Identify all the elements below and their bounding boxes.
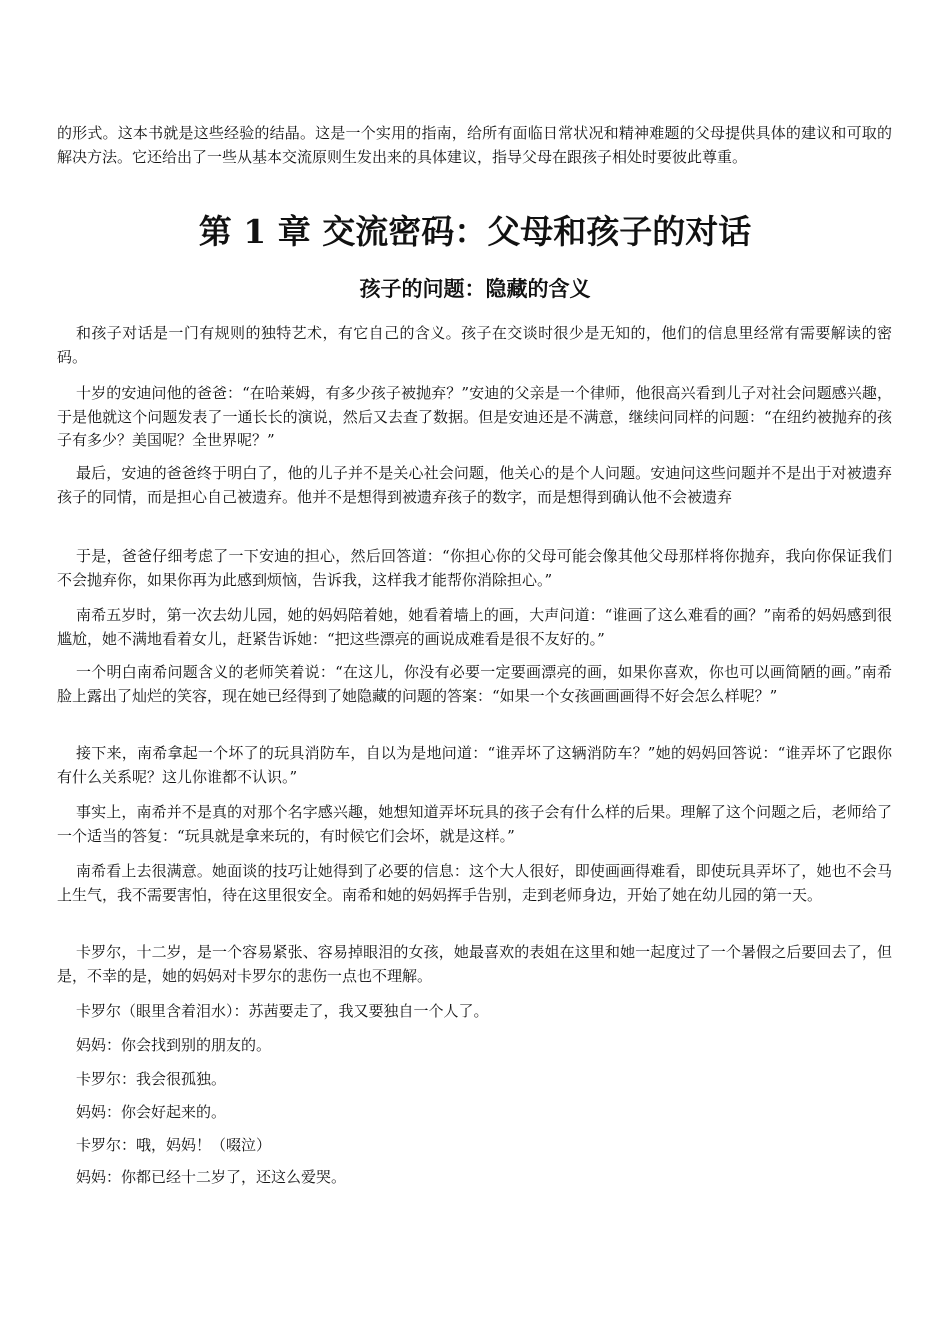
dialogue-line: 卡罗尔：我会很孤独。 [76, 1070, 227, 1088]
paragraph: 接下来，南希拿起一个坏了的玩具消防车，自以为是地问道：“谁弄坏了这辆消防车？”她的妈妈回答说：“谁弄坏了它跟你有什么关系呢？这儿你谁都不认识。” [57, 744, 892, 786]
paragraph: 和孩子对话是一门有规则的独特艺术，有它自己的含义。孩子在交谈时很少是无知的，他们的信息里经常有需要解读的密码。 [57, 324, 892, 366]
paragraph: 南希看上去很满意。她面谈的技巧让她得到了必要的信息：这个大人很好，即使画画得难看，即使玩具弄坏了，她也不会马上生气，我不需要害怕，待在这里很安全。南希和她的妈妈挥手告别，走到老师身边，开始了她在幼儿园的第一天。 [57, 862, 892, 904]
section-title: 孩子的问题：隐藏的含义 [359, 277, 591, 301]
paragraph: 最后，安迪的爸爸终于明白了，他的儿子并不是关心社会问题，他关心的是个人问题。安迪问这些问题并不是出于对被遗弃孩子的同情，而是担心自己被遗弃。他并不是想得到被遗弃孩子的数字，而是想得到确认他不会被遗弃 [57, 464, 892, 506]
paragraph: 南希五岁时，第一次去幼儿园，她的妈妈陪着她，她看着墙上的画，大声问道：“谁画了这么难看的画？”南希的妈妈感到很尴尬，她不满地看着女儿，赶紧告诉她：“把这些漂亮的画说成难看是很不友好的。” [57, 606, 892, 648]
intro-paragraph: 的形式。这本书就是这些经验的结晶。这是一个实用的指南，给所有面临日常状况和精神难题的父母提供具体的建议和可取的解决方法。它还给出了一些从基本交流原则生发出来的具体建议，指导父母在跟孩子相处时要彼此尊重。 [57, 124, 892, 166]
dialogue-line: 卡罗尔：哦，妈妈！（啜泣） [76, 1136, 272, 1154]
paragraph: 事实上，南希并不是真的对那个名字感兴趣，她想知道弄坏玩具的孩子会有什么样的后果。理解了这个问题之后，老师给了一个适当的答复：“玩具就是拿来玩的，有时候它们会坏，就是这样。” [57, 803, 892, 845]
chapter-title: 第 1 章 交流密码：父母和孩子的对话 [198, 212, 752, 251]
paragraph: 一个明白南希问题含义的老师笑着说：“在这儿，你没有必要一定要画漂亮的画，如果你喜欢，你也可以画简陋的画。”南希脸上露出了灿烂的笑容，现在她已经得到了她隐藏的问题的答案：“如果一个女孩画画画得不好会怎么样呢？” [57, 663, 892, 705]
dialogue-line: 卡罗尔（眼里含着泪水）：苏茜要走了，我又要独自一个人了。 [76, 1002, 489, 1020]
paragraph: 卡罗尔，十二岁，是一个容易紧张、容易掉眼泪的女孩，她最喜欢的表姐在这里和她一起度过了一个暑假之后要回去了，但是，不幸的是，她的妈妈对卡罗尔的悲伤一点也不理解。 [57, 943, 892, 985]
dialogue-line: 妈妈：你会好起来的。 [76, 1103, 227, 1121]
paragraph: 于是，爸爸仔细考虑了一下安迪的担心，然后回答道：“你担心你的父母可能会像其他父母那样将你抛弃，我向你保证我们不会抛弃你，如果你再为此感到烦恼，告诉我，这样我才能帮你消除担心。” [57, 547, 892, 589]
dialogue-line: 妈妈：你都已经十二岁了，还这么爱哭。 [76, 1168, 347, 1186]
dialogue-line: 妈妈：你会找到别的朋友的。 [76, 1036, 272, 1054]
paragraph: 十岁的安迪问他的爸爸：“在哈莱姆，有多少孩子被抛弃？”安迪的父亲是一个律师，他很高兴看到儿子对社会问题感兴趣，于是他就这个问题发表了一通长长的演说，然后又去查了数据。但是安迪还是不满意，继续问同样的问题：“在纽约被抛弃的孩子有多少？美国呢？全世界呢？” [57, 384, 892, 449]
